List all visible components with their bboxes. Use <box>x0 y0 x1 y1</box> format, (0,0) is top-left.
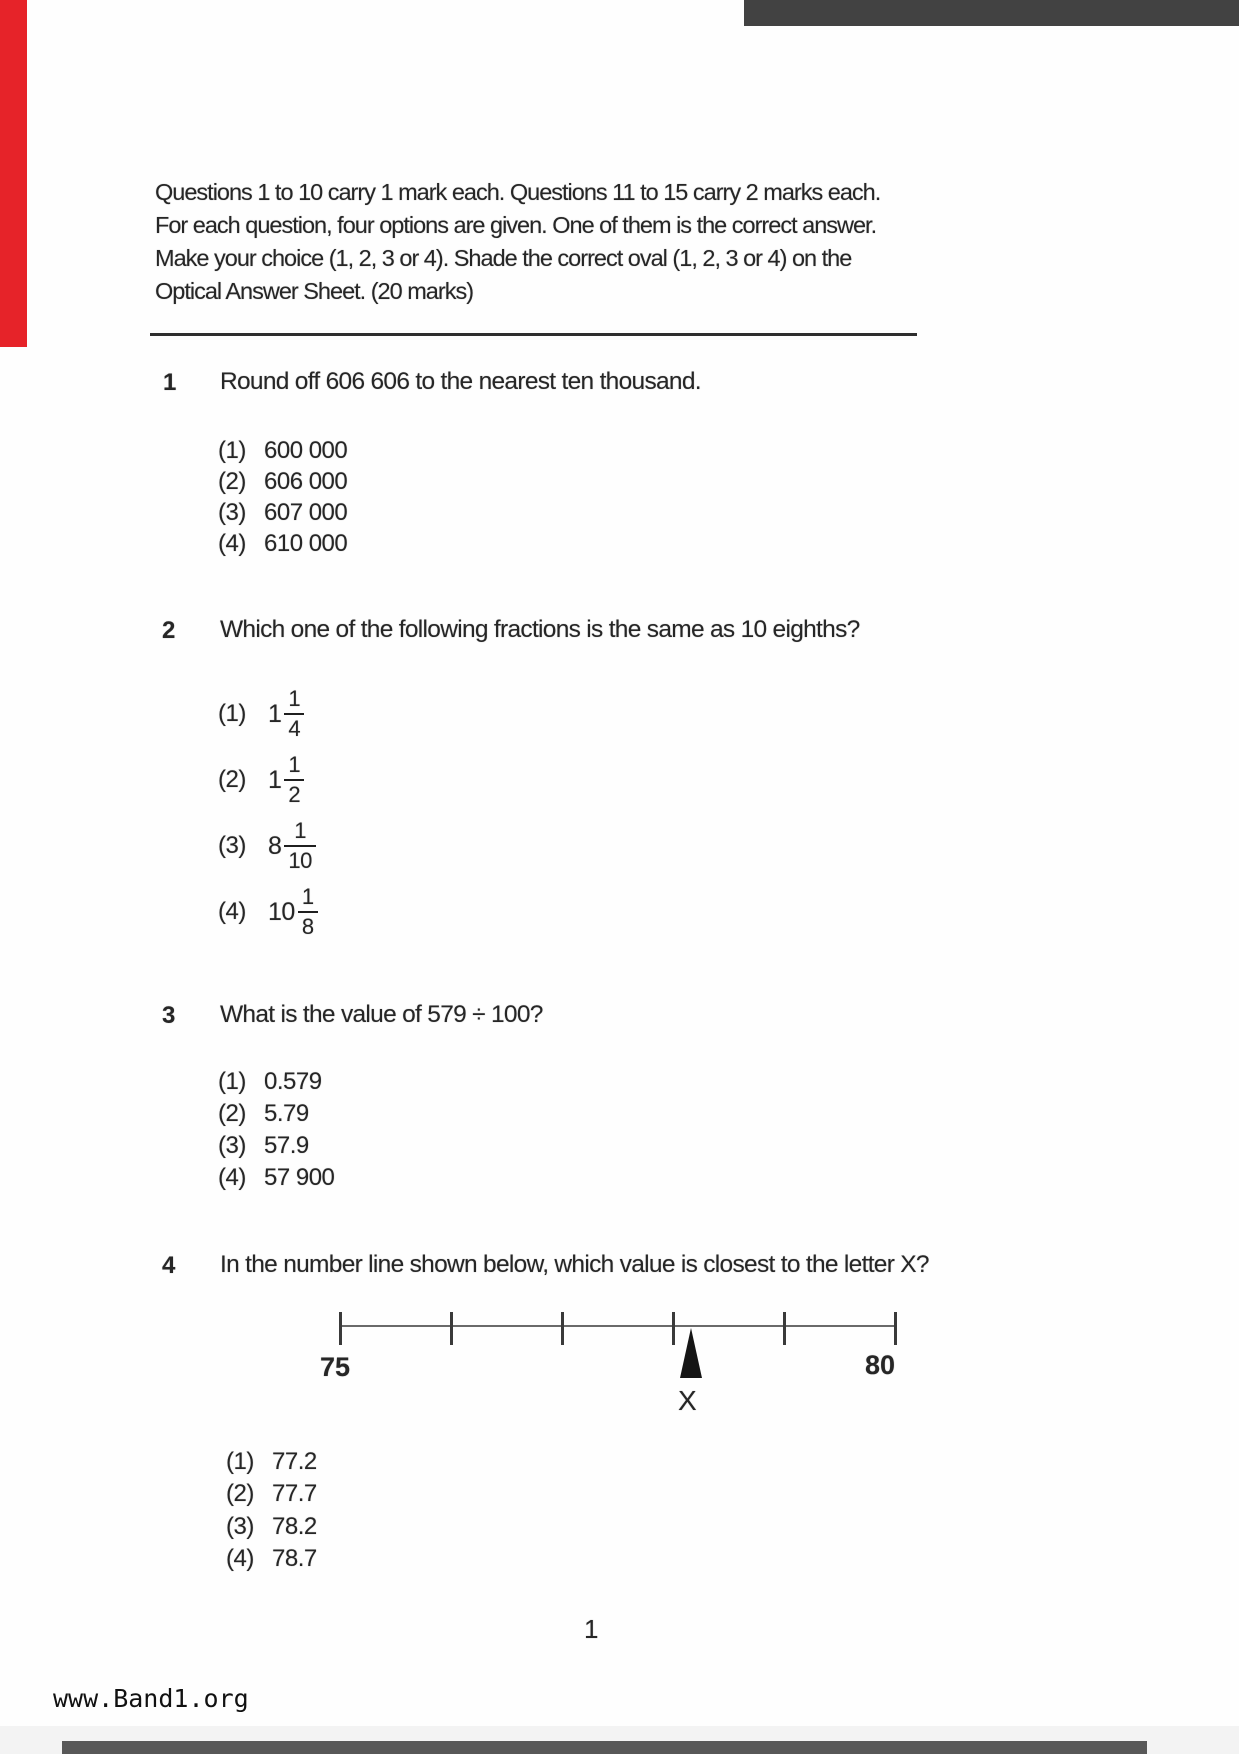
option-row <box>218 530 347 558</box>
option-value: 5.79 <box>264 1100 309 1127</box>
position-marker-arrow <box>680 1328 702 1378</box>
fraction-denominator: 2 <box>288 782 301 807</box>
red-strip-artifact <box>0 0 27 347</box>
option-label: (2) <box>218 1100 246 1127</box>
option-row <box>218 1132 309 1160</box>
option-value: 610 000 <box>264 530 348 557</box>
instructions-line-3: Make your choice (1, 2, 3 or 4). Shade the correct oval (1, 2, 3 or 4) on the <box>155 245 852 271</box>
number-line-tick <box>450 1312 453 1345</box>
option-label: (1) <box>218 437 246 464</box>
number-line-tick <box>894 1312 897 1345</box>
option-label: (1) <box>226 1448 254 1475</box>
option-label: (2) <box>226 1480 254 1507</box>
fraction-numerator: 1 <box>288 752 301 777</box>
number-line-label-start: 75 <box>320 1352 351 1382</box>
fraction-denominator: 10 <box>288 848 312 873</box>
option-value: 607 000 <box>264 499 348 526</box>
option-value: 77.2 <box>272 1448 317 1475</box>
option-row <box>226 1480 317 1508</box>
option-label: (2) <box>218 468 246 495</box>
option-value: 600 000 <box>264 437 348 464</box>
option-value: 77.7 <box>272 1480 317 1507</box>
fraction <box>298 886 318 938</box>
watermark-url: www.Band1.org <box>53 1684 249 1713</box>
question-4-number: 4 <box>162 1252 176 1279</box>
top-scan-bar-artifact <box>744 0 1239 26</box>
number-line-track <box>339 1325 896 1327</box>
option-row <box>218 688 304 740</box>
question-1-number: 1 <box>163 369 177 396</box>
number-line-tick <box>339 1312 342 1345</box>
instructions-line-4: Optical Answer Sheet. (20 marks) <box>155 278 474 304</box>
divider-rule <box>150 333 917 336</box>
fraction-whole: 1 <box>268 765 282 794</box>
instructions-line-1: Questions 1 to 10 carry 1 mark each. Questions 11 to 15 carry 2 marks each. <box>155 179 881 205</box>
option-value: 0.579 <box>264 1068 322 1095</box>
number-line-label-end: 80 <box>865 1350 896 1380</box>
bottom-scan-bar-artifact <box>62 1741 1147 1754</box>
option-row <box>218 499 347 527</box>
option-row <box>218 820 316 872</box>
option-row <box>218 886 318 938</box>
option-label: (3) <box>226 1513 254 1540</box>
page-number: 1 <box>584 1614 599 1644</box>
option-value: 57.9 <box>264 1132 309 1159</box>
question-1-stem: Round off 606 606 to the nearest ten thousand. <box>220 368 701 395</box>
number-line-tick <box>783 1312 786 1345</box>
option-row <box>226 1545 317 1573</box>
question-3-number: 3 <box>162 1002 176 1029</box>
question-4-stem: In the number line shown below, which value is closest to the letter X? <box>220 1251 929 1278</box>
option-label: (3) <box>218 1132 246 1159</box>
option-label: (4) <box>226 1545 254 1572</box>
option-value: 57 900 <box>264 1164 335 1191</box>
option-row <box>218 1164 334 1192</box>
question-2-number: 2 <box>162 617 176 644</box>
fraction <box>284 688 304 740</box>
option-label: (4) <box>218 898 246 925</box>
option-row <box>218 1068 322 1096</box>
fraction-denominator: 8 <box>301 914 314 939</box>
fraction <box>284 754 304 806</box>
option-label: (4) <box>218 530 246 557</box>
fraction-denominator: 4 <box>288 716 301 741</box>
option-value: 78.7 <box>272 1545 317 1572</box>
number-line-tick <box>561 1312 564 1345</box>
fraction-numerator: 1 <box>301 884 314 909</box>
fraction <box>284 820 315 872</box>
instructions <box>155 176 880 308</box>
option-row <box>226 1448 317 1476</box>
fraction-numerator: 1 <box>288 686 301 711</box>
option-row <box>218 437 347 465</box>
fraction-numerator: 1 <box>294 818 307 843</box>
question-3-stem: What is the value of 579 ÷ 100? <box>220 1001 543 1028</box>
option-label: (3) <box>218 499 246 526</box>
fraction-whole: 1 <box>268 699 282 728</box>
option-label: (1) <box>218 700 246 727</box>
option-row <box>218 1100 309 1128</box>
option-row <box>218 468 347 496</box>
option-label: (2) <box>218 766 246 793</box>
option-label: (4) <box>218 1164 246 1191</box>
number-line-tick <box>672 1312 675 1345</box>
option-value: 78.2 <box>272 1513 317 1540</box>
marker-label: X <box>678 1385 697 1416</box>
option-value: 606 000 <box>264 468 348 495</box>
option-label: (3) <box>218 832 246 859</box>
instructions-line-2: For each question, four options are given. One of them is the correct answer. <box>155 212 877 238</box>
question-2-stem: Which one of the following fractions is the same as 10 eighths? <box>220 616 860 643</box>
fraction-whole: 8 <box>268 831 282 860</box>
fraction-whole: 10 <box>268 897 295 926</box>
option-row <box>226 1513 317 1541</box>
option-row <box>218 754 304 806</box>
option-label: (1) <box>218 1068 246 1095</box>
